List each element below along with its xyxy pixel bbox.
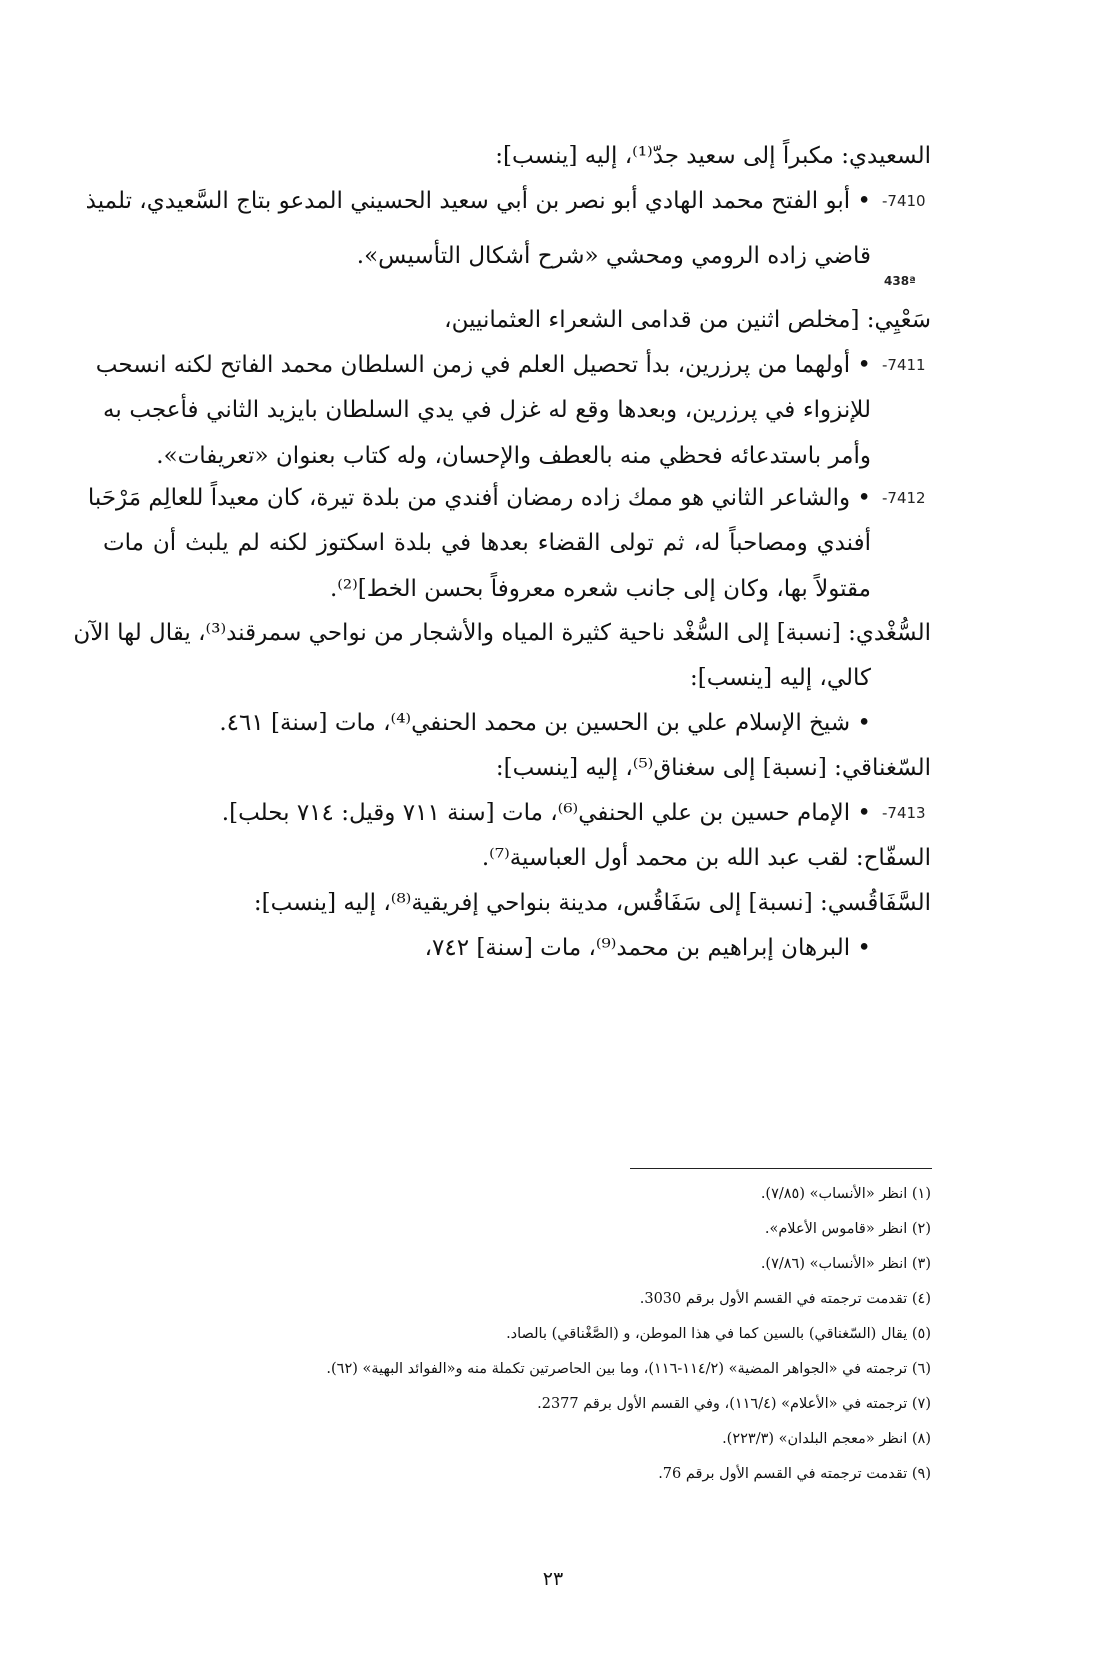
text-line: للإنزواء في پرزرين، وبعدها وقع له غزل في يدي السلطان بايزيد الثاني فأعجب به <box>103 397 871 423</box>
entry-number-7410: -7410 <box>882 192 926 210</box>
text-line-saffah-heading: السفّاح: لقب عبد الله بن محمد أول العباسية⁽⁷⁾. <box>481 845 931 871</box>
text-line-entry-7412: • والشاعر الثاني هو ممك زاده رمضان أفندي من بلدة تيرة، كان معيداً للعالِم مَرْحَبا <box>87 485 871 511</box>
text-line-entry-7413: • الإمام حسين بن علي الحنفي⁽⁶⁾، مات [سنة ٧١١ وقيل: ٧١٤ بحلب]. <box>221 800 871 826</box>
footnote-1: (١) انظر «الأنساب» (٧/٨٥). <box>760 1186 931 1202</box>
footnote-4: (٤) تقدمت ترجمته في القسم الأول برقم 3030. <box>639 1291 931 1307</box>
text-line-sughdi-heading: السُّغْدي: [نسبة] إلى السُّغْد ناحية كثيرة المياه والأشجار من نواحي سمرقند⁽³⁾، يقال لها الآن <box>73 620 931 646</box>
text-line: أفندي ومصاحباً له، ثم تولى القضاء بعدها في بلدة اسكتوز لكنه لم يلبث أن مات <box>103 530 871 556</box>
footnote-9: (٩) تقدمت ترجمته في القسم الأول برقم 76. <box>658 1466 931 1482</box>
footnote-8: (٨) انظر «معجم البلدان» (٢٢٣/٣). <box>722 1431 931 1447</box>
entry-number-7412: -7412 <box>882 489 926 507</box>
text-line: • البرهان إبراهيم بن محمد⁽⁹⁾، مات [سنة] ٧٤٢، <box>424 935 871 961</box>
entry-number-7413: -7413 <box>882 804 926 822</box>
text-line: كالي، إليه [ينسب]: <box>690 665 871 691</box>
text-line: مقتولاً بها، وكان إلى جانب شعره معروفاً بحسن الخط]⁽²⁾. <box>329 576 871 602</box>
footnote-7: (٧) ترجمته في «الأعلام» (١١٦/٤)، وفي القسم الأول برقم 2377. <box>537 1396 931 1412</box>
text-line-sa-idi-heading: السعيدي: مكبراً إلى سعيد جدّ⁽¹⁾، إليه [ينسب]: <box>495 143 931 169</box>
page-number: ٢٣ <box>542 1568 564 1590</box>
text-line-entry-7411: • أولهما من پرزرين، بدأ تحصيل العلم في زمن السلطان محمد الفاتح لكنه انسحب <box>95 352 871 378</box>
footnote-5: (٥) يقال (السّغناقي) بالسين كما في هذا الموطن، و (الصَّغْناقي) بالصاد. <box>506 1326 931 1342</box>
text-line-sa-yi-heading: سَعْيِي: [مخلص اثنين من قدامى الشعراء العثمانيين، <box>444 307 931 333</box>
text-line-entry-7410: • أبو الفتح محمد الهادي أبو نصر بن أبي سعيد الحسيني المدعو بتاج السَّعيدي، تلميذ <box>85 188 871 214</box>
footnote-3: (٣) انظر «الأنساب» (٧/٨٦). <box>760 1256 931 1272</box>
text-line-safaqusi-heading: السَّفَاقُسي: [نسبة] إلى سَفَاقُس، مدينة بنواحي إفريقية⁽⁸⁾، إليه [ينسب]: <box>253 890 931 916</box>
entry-number-7411: -7411 <box>882 356 926 374</box>
footnote-separator <box>630 1168 932 1169</box>
footnote-6: (٦) ترجمته في «الجواهر المضية» (١١٤/٢-١١٦)، وما بين الحاصرتين تكملة منه و«الفوائد البهية» (٦٢). <box>326 1361 931 1377</box>
text-line: قاضي زاده الرومي ومحشي «شرح أشكال التأسيس». <box>356 243 871 269</box>
margin-reference: 438ª <box>884 274 916 288</box>
footnote-2: (٢) انظر «قاموس الأعلام». <box>764 1221 931 1237</box>
text-line-sighnaqi-heading: السّغناقي: [نسبة] إلى سغناق⁽⁵⁾، إليه [ينسب]: <box>495 755 931 781</box>
text-line: وأمر باستدعائه فحظي منه بالعطف والإحسان، وله كتاب بعنوان «تعريفات». <box>156 443 871 469</box>
text-line: • شيخ الإسلام علي بن الحسين بن محمد الحنفي⁽⁴⁾، مات [سنة] ٤٦١. <box>219 710 871 736</box>
